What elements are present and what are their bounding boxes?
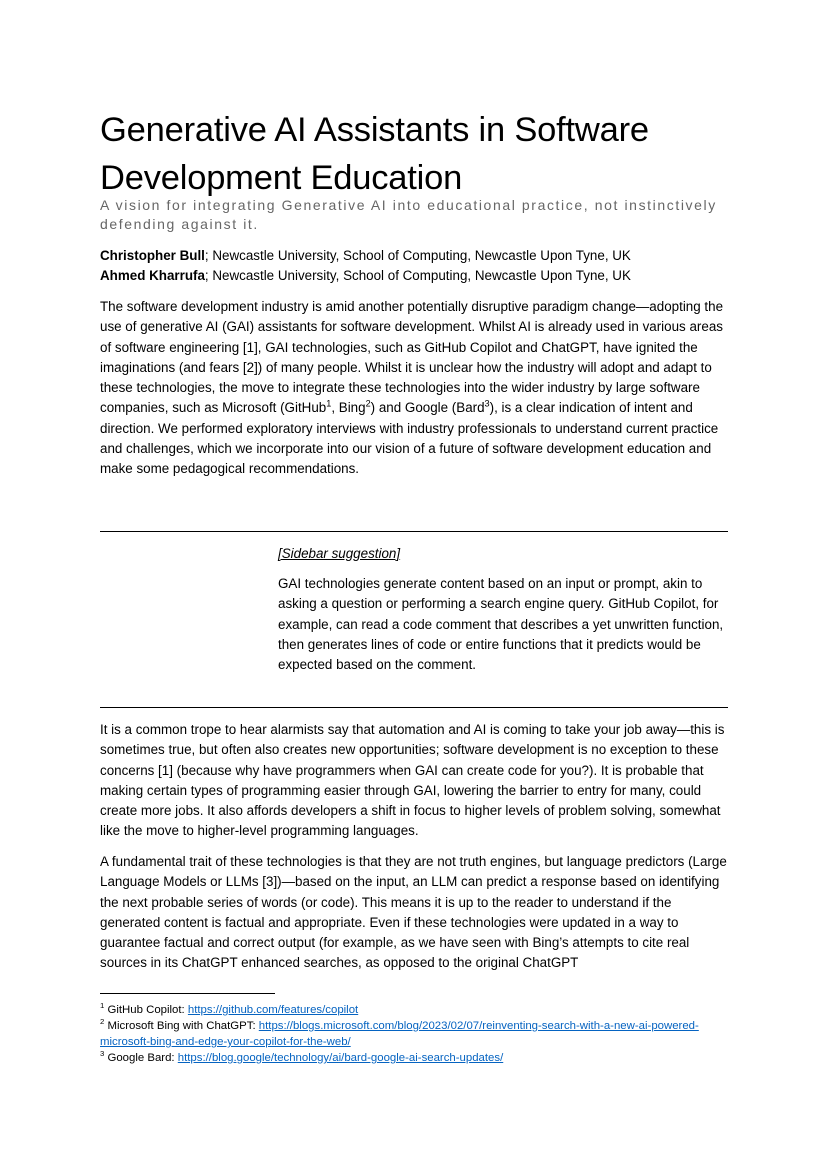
author-line [100, 246, 740, 266]
footnote-label: GitHub Copilot: [104, 1004, 188, 1016]
body-paragraph: A fundamental trait of these technologies is that they are not truth engines, but language predictors (Large Language Models or LLMs [3])—based on the input, an LLM can predict a response based on identifying the next probable series of words (or code). This means it is up to the reader to understand if the generated content is factual and appropriate. Even if these technologies were updated in a way to guarantee factual and correct output (for example, as we have seen with Bing’s attempts to cite real sources in its ChatGPT enhanced searches, as opposed to the original ChatGPT [100, 854, 727, 971]
footnote-ref[interactable]: 1 [326, 399, 332, 410]
footnote-number: 1 [100, 1001, 105, 1011]
footnote-label: Microsoft Bing with ChatGPT: [104, 1020, 259, 1032]
abstract-text: ), is a clear indication of intent and direction. We performed exploratory interviews with industry professionals to understand current practice and challenges, which we incorporate into our vision of a future of software development education and make some pedagogical recommendations. [100, 400, 719, 477]
sidebar-text: GAI technologies generate content based on an input or prompt, akin to asking a question or performing a search engine query. GitHub Copilot, for example, can read a code comment that describes a yet unwritten function, then generates lines of code or entire functions that it predicts would be expected based on the comment. [278, 576, 724, 673]
abstract-text: ) and Google (Bard [370, 400, 485, 416]
author-list [100, 246, 740, 286]
paper-subtitle: A vision for integrating Generative AI into educational practice, not instinctively defending against it. [100, 197, 717, 232]
footnote-link[interactable]: https://blogs.microsoft.com/blog/2023/02/07/reinventing-search-with-a-new-ai-powered-microsoft-bing-and-edge-your-copilot-for-the-web/ [100, 1020, 699, 1048]
author-name: Ahmed Kharrufa [100, 268, 205, 283]
author-name: Christopher Bull [100, 248, 205, 263]
footnote-separator [100, 993, 275, 994]
sidebar-top-rule [100, 531, 728, 532]
footnote-link[interactable]: https://blog.google/technology/ai/bard-google-ai-search-updates/ [177, 1052, 504, 1064]
abstract-text: The software development industry is amid another potentially disruptive paradigm change—adopting the use of generative AI (GAI) assistants for software development. Whilst AI is already used in various areas of software engineering [1], GAI technologies, such as GitHub Copilot and ChatGPT, have ignited the imaginations (and fears [2]) of many people. Whilst it is unclear how the industry will adopt and adapt to these technologies, the move to integrate these technologies into the wider industry by large software companies, such as Microsoft (GitHub [100, 299, 724, 416]
author-line [100, 266, 740, 286]
sidebar-label: [Sidebar suggestion] [278, 546, 401, 561]
footnote-link[interactable]: https://github.com/features/copilot [187, 1004, 359, 1016]
author-affiliation: ; Newcastle University, School of Computing, Newcastle Upon Tyne, UK [204, 248, 631, 263]
footnote [100, 1018, 740, 1050]
abstract-text: , Bing [331, 400, 366, 416]
footnotes [100, 1002, 740, 1066]
footnote-ref[interactable]: 3 [484, 399, 490, 410]
author-affiliation: ; Newcastle University, School of Computing, Newcastle Upon Tyne, UK [204, 268, 631, 283]
paper-title: Generative AI Assistants in Software Development Education [100, 111, 649, 197]
footnote-label: Google Bard: [104, 1052, 178, 1064]
footnote [100, 1050, 740, 1066]
body-paragraph: It is a common trope to hear alarmists say that automation and AI is coming to take your job away—this is sometimes true, but often also creates new opportunities; software development is no exception to these concerns [1] (because why have programmers when GAI can create code for you?). It is probable that making certain types of programming easier through GAI, lowering the barrier to entry for many, could create more jobs. It also affords developers a shift in focus to higher levels of problem solving, somewhat like the move to higher-level programming languages. [100, 722, 725, 839]
footnote-number: 3 [100, 1049, 105, 1059]
footnote-number: 2 [100, 1017, 105, 1027]
sidebar-bottom-rule [100, 707, 728, 708]
footnote-ref[interactable]: 2 [365, 399, 371, 410]
footnote [100, 1002, 740, 1018]
abstract-paragraph [100, 297, 728, 480]
